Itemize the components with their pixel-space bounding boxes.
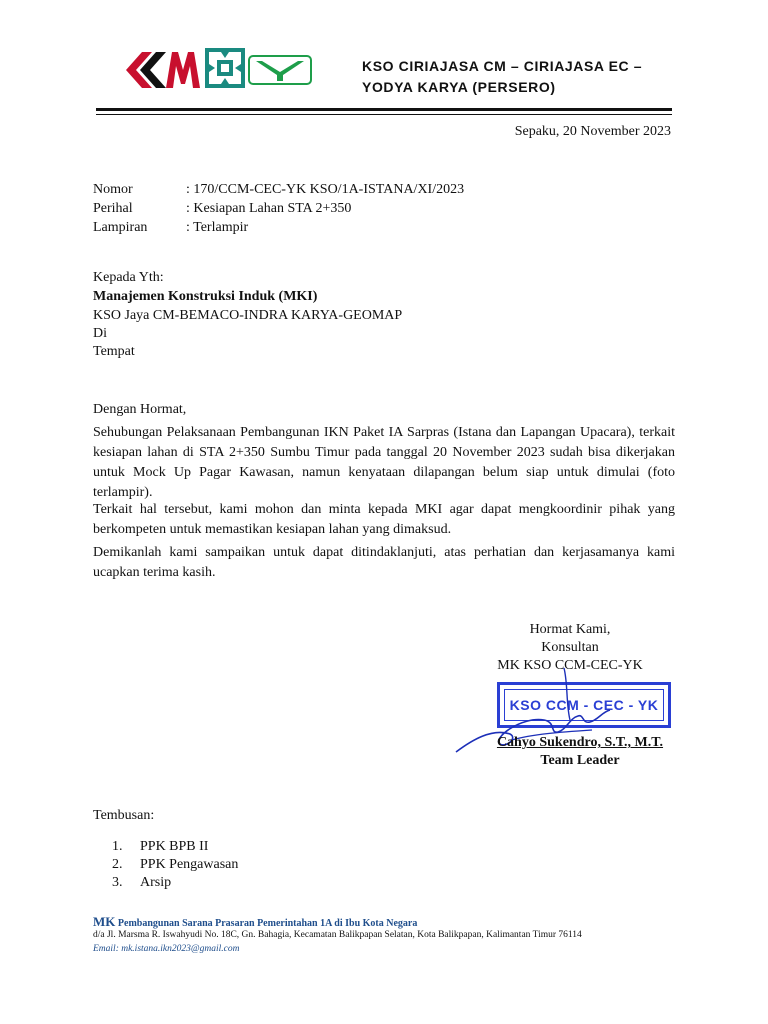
cc-item-number: 1.	[112, 839, 123, 854]
body-paragraph-3: Demikanlah kami sampaikan untuk dapat ditindaklanjuti, atas perhatian dan kerjasamanya kami ucapkan terima kasih.	[93, 545, 675, 580]
cc-item: PPK BPB II	[140, 839, 209, 854]
signer-title: Team Leader	[540, 753, 620, 768]
closing-regards: Hormat Kami,	[529, 622, 611, 637]
company-stamp	[497, 682, 671, 728]
meta-value-lampiran: : Terlampir	[186, 220, 249, 235]
company-name-line-2: YODYA KARYA (PERSERO)	[362, 79, 556, 95]
ccm-logo	[126, 48, 200, 90]
recipient-di: Di	[93, 326, 107, 341]
closing-role: Konsultan	[541, 640, 599, 655]
letterhead-divider-thick	[96, 108, 672, 111]
meta-label-perihal: Perihal	[93, 201, 133, 216]
salutation: Dengan Hormat,	[93, 402, 187, 417]
footer-email[interactable]: Email: mk.istana.ikn2023@gmail.com	[93, 944, 240, 954]
stamp-text: KSO CCM - CEC - YK	[509, 697, 659, 713]
recipient-org: KSO Jaya CM-BEMACO-INDRA KARYA-GEOMAP	[93, 308, 403, 323]
yodya-karya-logo	[248, 55, 312, 85]
body-paragraph-2: Terkait hal tersebut, kami mohon dan minta kepada MKI agar dapat mengkoordinir pihak yang berkompeten untuk memastikan kesiapan lahan yang dimaksud.	[93, 502, 675, 537]
letter-date: Sepaku, 20 November 2023	[514, 124, 671, 139]
cec-logo	[205, 48, 245, 88]
cc-item: PPK Pengawasan	[140, 857, 239, 872]
recipient-name: Manajemen Konstruksi Induk (MKI)	[93, 289, 318, 304]
meta-label-lampiran: Lampiran	[93, 220, 148, 235]
footer-title	[93, 914, 417, 930]
footer-mk: MK	[93, 914, 116, 929]
meta-value-nomor: : 170/CCM-CEC-YK KSO/1A-ISTANA/XI/2023	[186, 182, 465, 197]
closing-org: MK KSO CCM-CEC-YK	[497, 658, 643, 673]
cc-item: Arsip	[140, 875, 172, 890]
cc-heading: Tembusan:	[93, 808, 155, 823]
body-paragraph-1: Sehubungan Pelaksanaan Pembangunan IKN Paket IA Sarpras (Istana dan Lapangan Upacara), terkait kesiapan lahan di STA 2+350 Sumbu Timur pada tanggal 20 November 2023 sudah bisa dikerjakan untuk Mock Up Pagar Kawasan, namun kenyataan dilapangan belum siap untuk dimulai (foto terlampir).	[93, 425, 675, 500]
recipient-place: Tempat	[93, 344, 135, 359]
cc-item-number: 2.	[112, 857, 123, 872]
recipient-greeting: Kepada Yth:	[93, 270, 164, 285]
footer-address: d/a Jl. Marsma R. Iswahyudi No. 18C, Gn. Bahagia, Kecamatan Balikpapan Selatan, Kota Balikpapan, Kalimantan Timur 76114	[93, 930, 582, 940]
meta-label-nomor: Nomor	[93, 182, 133, 197]
letterhead-divider-thin	[96, 114, 672, 115]
signer-name: Cahyo Sukendro, S.T., M.T.	[496, 735, 664, 750]
company-name-line-1: KSO CIRIAJASA CM – CIRIAJASA EC –	[362, 58, 643, 74]
cc-item-number: 3.	[112, 875, 123, 890]
footer-project: Pembangunan Sarana Prasaran Pemerintahan 1A di Ibu Kota Negara	[117, 918, 418, 929]
meta-value-perihal: : Kesiapan Lahan STA 2+350	[186, 201, 352, 216]
